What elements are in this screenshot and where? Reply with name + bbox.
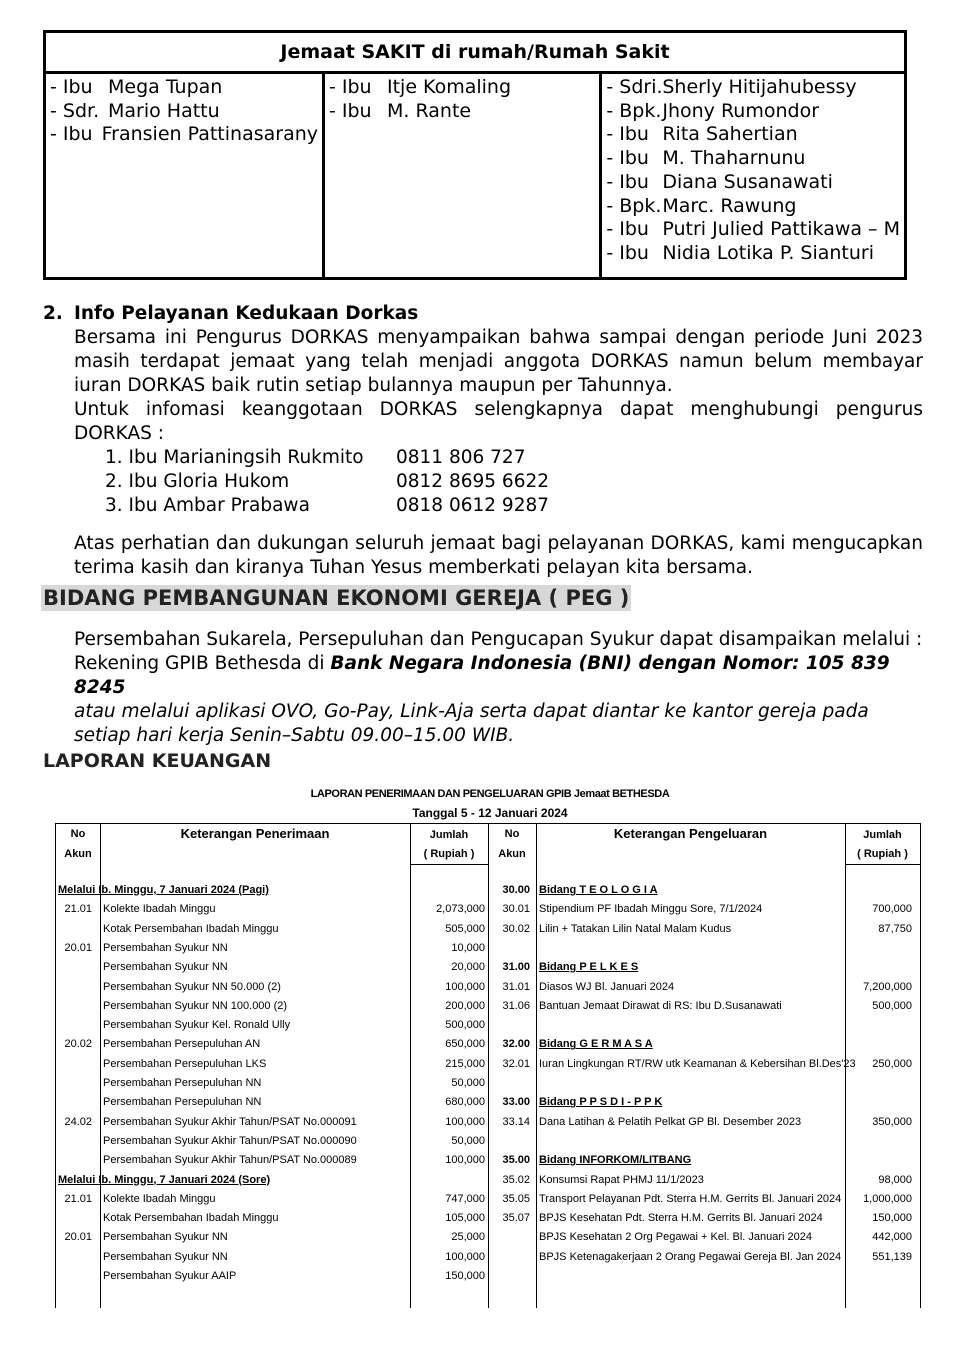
income-description: Persembahan Syukur NN	[103, 1231, 228, 1244]
income-description: Persembahan Persepuluhan AN	[103, 1038, 261, 1051]
member-title: - Sdri.	[606, 76, 663, 98]
income-amount: 680,000	[445, 1096, 485, 1109]
member-title: - Bpk.	[606, 99, 662, 122]
member-name: Putri Julied Pattikawa – M	[662, 218, 900, 241]
laporan-title: LAPORAN KEUANGAN	[43, 750, 272, 772]
income-amount: 50,000	[451, 1077, 485, 1089]
expense-section-header: Bidang P E L K E S	[539, 961, 639, 974]
contact-item	[105, 494, 923, 518]
header-akun: Akun	[64, 848, 92, 860]
dorkas-paragraph-1: Bersama ini Pengurus DORKAS menyampaikan bahwa sampai dengan periode Juni 2023 masih terdapat jemaat yang telah menjadi anggota DORKAS namun belum membayar iuran DORKAS baik rutin setiap bulannya maupun per Tahunnya.	[74, 327, 923, 396]
header-jumlah-out: Jumlah	[863, 829, 902, 841]
expense-account-code: 30.00	[502, 884, 530, 896]
expense-amount: 1,000,000	[863, 1192, 912, 1205]
income-amount: 505,000	[445, 922, 485, 935]
expense-description: Stipendium PF Ibadah Minggu Sore, 7/1/2024	[539, 903, 763, 916]
income-amount: 100,000	[445, 980, 485, 993]
income-description: Persembahan Syukur Akhir Tahun/PSAT No.000089	[103, 1154, 357, 1167]
member-name: Marc. Rawung	[662, 194, 797, 217]
dorkas-heading-text: Info Pelayanan Kedukaan Dorkas	[74, 303, 419, 324]
expense-account-code: 32.00	[502, 1038, 530, 1051]
income-amount: 215,000	[445, 1057, 485, 1070]
income-amount: 100,000	[445, 1115, 485, 1128]
contact-phone: 0812 8695 6622	[396, 471, 550, 492]
expense-amount: 150,000	[872, 1212, 912, 1225]
income-account-code: 24.02	[64, 1115, 92, 1128]
sick-column-2	[322, 74, 599, 277]
income-description: Persembahan Syukur AAIP	[103, 1270, 237, 1282]
income-amount: 10,000	[451, 941, 485, 954]
expense-description: Konsumsi Rapat PHMJ 11/1/2023	[539, 1173, 704, 1186]
dorkas-paragraph-2: Untuk infomasi keanggotaan DORKAS selengkapnya dapat menghubungi pengurus DORKAS :	[74, 399, 923, 444]
sick-member	[606, 76, 900, 100]
expense-section-header: Bidang INFORKOM/LITBANG	[539, 1154, 692, 1167]
member-title: - Sdr.	[50, 99, 100, 122]
member-title: - Ibu	[329, 99, 372, 122]
income-amount: 20,000	[451, 961, 485, 974]
income-description: Persembahan Syukur NN	[103, 1250, 228, 1263]
income-account-code: 20.02	[64, 1038, 92, 1051]
expense-amount: 442,000	[872, 1231, 912, 1244]
income-amount: 2,073,000	[436, 903, 485, 916]
member-title: - Ibu	[606, 170, 649, 193]
expense-account-code: 35.02	[502, 1173, 530, 1186]
sick-member	[606, 242, 900, 266]
income-description: Persembahan Syukur Akhir Tahun/PSAT No.000090	[103, 1134, 357, 1147]
member-title: - Bpk.	[606, 194, 662, 217]
expense-section-header: Bidang T E O L O G I A	[539, 884, 658, 896]
member-title: - Ibu	[606, 241, 649, 264]
header-rupiah-out: ( Rupiah )	[857, 848, 908, 860]
member-name: Diana Susanawati	[662, 170, 833, 193]
expense-account-code: 31.00	[502, 961, 530, 974]
sick-member	[606, 218, 900, 242]
expense-account-code: 30.01	[502, 903, 530, 916]
member-name: M. Thaharnunu	[662, 147, 806, 170]
expense-amount: 500,000	[872, 999, 912, 1012]
member-title: - Ibu	[329, 76, 372, 98]
income-amount: 25,000	[451, 1231, 485, 1244]
member-name: M. Rante	[387, 99, 472, 122]
contact-phone: 0818 0612 9287	[396, 495, 550, 516]
peg-line-3: atau melalui aplikasi OVO, Go-Pay, Link-Aja serta dapat diantar ke kantor gereja pada setiap hari kerja Senin–Sabtu 09.00–15.00 WIB.	[74, 701, 869, 746]
income-description: Persembahan Persepuluhan NN	[103, 1096, 262, 1109]
header-jumlah-in: Jumlah	[429, 829, 469, 841]
sick-member	[50, 123, 318, 147]
member-name: Mega Tupan	[108, 76, 223, 98]
contact-item	[105, 446, 923, 470]
income-amount: 500,000	[445, 1019, 485, 1032]
sick-member	[606, 147, 900, 171]
income-description: Persembahan Syukur NN	[103, 941, 228, 954]
member-name: Mario Hattu	[108, 99, 220, 122]
expense-description: Lilin + Tatakan Lilin Natal Malam Kudus	[539, 922, 732, 935]
expense-description: Diasos WJ Bl. Januari 2024	[539, 980, 675, 993]
contact-name: 3. Ibu Ambar Prabawa	[105, 495, 310, 516]
expense-account-code: 33.14	[502, 1115, 530, 1128]
sick-member	[50, 76, 318, 100]
income-section-header: Melalui Ib. Minggu, 7 Januari 2024 (Pagi)	[58, 884, 269, 896]
expense-account-code: 31.06	[502, 999, 530, 1012]
income-description: Kotak Persembahan Ibadah Minggu	[103, 922, 279, 935]
income-description: Persembahan Syukur Kel. Ronald Ully	[103, 1019, 291, 1032]
income-description: Persembahan Persepuluhan LKS	[103, 1057, 267, 1070]
dorkas-contacts	[105, 446, 923, 518]
income-description: Persembahan Syukur NN	[103, 961, 228, 974]
income-description: Kolekte Ibadah Minggu	[103, 1192, 216, 1205]
expense-amount: 87,750	[878, 922, 912, 935]
expense-amount: 551,139	[872, 1250, 912, 1263]
expense-account-code: 35.05	[502, 1192, 530, 1205]
expense-account-code: 35.00	[502, 1154, 530, 1167]
expense-account-code: 32.01	[502, 1057, 530, 1070]
expense-description: Bantuan Jemaat Dirawat di RS: Ibu D.Susanawati	[539, 999, 782, 1012]
income-description: Persembahan Persepuluhan NN	[103, 1077, 262, 1089]
expense-amount: 350,000	[872, 1115, 912, 1128]
contact-name: 1. Ibu Marianingsih Rukmito	[105, 447, 364, 468]
expense-section-header: Bidang G E R M A S A	[539, 1038, 653, 1051]
finance-table	[55, 823, 921, 1308]
expense-description: BPJS Kesehatan Pdt. Sterra H.M. Gerrits Bl. Januari 2024	[539, 1212, 823, 1225]
member-name: Fransien Pattinasarany	[101, 123, 318, 146]
header-keterangan-pengeluaran: Keterangan Pengeluaran	[613, 826, 768, 841]
expense-account-code: 35.07	[502, 1212, 530, 1225]
member-name: Sherly Hitijahubessy	[662, 76, 857, 98]
income-amount: 747,000	[445, 1192, 485, 1205]
dorkas-heading	[43, 302, 923, 326]
bank-account: Bank Negara Indonesia (BNI) dengan Nomor: 105 839 8245	[74, 653, 890, 698]
income-amount: 100,000	[445, 1250, 485, 1263]
income-amount: 50,000	[451, 1134, 485, 1147]
expense-section-header: Bidang P P S D I - P P K	[539, 1096, 663, 1109]
section-number: 2.	[43, 303, 63, 324]
sick-column-3	[599, 74, 904, 277]
peg-line-2	[74, 652, 924, 700]
member-title: - Ibu	[606, 123, 649, 146]
income-description: Persembahan Syukur NN 100.000 (2)	[103, 999, 288, 1012]
income-description: Persembahan Syukur Akhir Tahun/PSAT No.000091	[103, 1115, 357, 1128]
expense-account-code: 31.01	[502, 980, 530, 993]
expense-description: Dana Latihan & Pelatih Pelkat GP Bl. Desember 2023	[539, 1115, 802, 1128]
income-description: Kolekte Ibadah Minggu	[103, 903, 216, 916]
sick-column-1	[46, 74, 322, 277]
header-no-out: No	[504, 828, 520, 840]
sick-member	[50, 100, 318, 124]
expense-amount: 98,000	[878, 1173, 912, 1186]
report-date: Tanggal 5 - 12 Januari 2024	[412, 806, 568, 820]
header-keterangan-penerimaan: Keterangan Penerimaan	[180, 826, 330, 841]
income-account-code: 21.01	[64, 903, 92, 916]
expense-account-code: 30.02	[502, 922, 530, 935]
peg-line-2-prefix: Rekening GPIB Bethesda di	[74, 653, 331, 674]
sick-member	[329, 76, 595, 100]
member-title: - Ibu	[50, 76, 93, 98]
income-account-code: 20.01	[64, 941, 92, 954]
peg-title: BIDANG PEMBANGUNAN EKONOMI GEREJA ( PEG )	[43, 586, 630, 610]
contact-item	[105, 470, 923, 494]
expense-description: Iuran Lingkungan RT/RW utk Keamanan & Kebersihan Bl.Des'23	[539, 1057, 856, 1070]
expense-amount: 250,000	[872, 1057, 912, 1070]
sick-table-title: Jemaat SAKIT di rumah/Rumah Sakit	[46, 33, 904, 74]
contact-phone: 0811 806 727	[396, 447, 526, 468]
sick-member	[606, 100, 900, 124]
header-akun-out: Akun	[498, 848, 526, 860]
expense-description: Transport Pelayanan Pdt. Sterra H.M. Gerrits Bl. Januari 2024	[539, 1192, 842, 1205]
income-amount: 650,000	[445, 1038, 485, 1051]
income-section-header: Melalui Ib. Minggu, 7 Januari 2024 (Sore)	[58, 1173, 271, 1186]
peg-info	[74, 628, 924, 748]
sick-member	[329, 100, 595, 124]
header-rupiah-in: ( Rupiah )	[423, 848, 475, 860]
sick-member	[606, 123, 900, 147]
income-amount: 100,000	[445, 1154, 485, 1167]
dorkas-paragraph-3: Atas perhatian dan dukungan seluruh jemaat bagi pelayanan DORKAS, kami mengucapkan terima kasih dan kiranya Tuhan Yesus memberkati pelayan kita bersama.	[74, 533, 923, 578]
income-amount: 105,000	[445, 1212, 485, 1225]
income-account-code: 20.01	[64, 1231, 92, 1244]
expense-amount: 7,200,000	[863, 980, 912, 993]
peg-line-1: Persembahan Sukarela, Persepuluhan dan Pengucapan Syukur dapat disampaikan melalui :	[74, 629, 923, 650]
contact-name: 2. Ibu Gloria Hukom	[105, 471, 290, 492]
sick-members-table	[43, 30, 907, 280]
member-name: Nidia Lotika P. Sianturi	[662, 241, 875, 264]
header-no: No	[70, 828, 86, 840]
expense-description: BPJS Kesehatan 2 Org Pegawai + Kel. Bl. Januari 2024	[539, 1231, 813, 1244]
income-amount: 200,000	[445, 999, 485, 1012]
member-name: Rita Sahertian	[662, 123, 798, 146]
member-title: - Ibu	[606, 147, 649, 170]
member-name: Itje Komaling	[387, 76, 512, 98]
income-account-code: 21.01	[64, 1192, 92, 1205]
expense-account-code: 33.00	[502, 1096, 530, 1109]
member-title: - Ibu	[50, 123, 93, 146]
expense-description: BPJS Ketenagakerjaan 2 Orang Pegawai Gereja Bl. Jan 2024	[539, 1250, 842, 1263]
income-amount: 150,000	[445, 1270, 485, 1282]
income-description: Persembahan Syukur NN 50.000 (2)	[103, 980, 281, 993]
member-title: - Ibu	[606, 218, 649, 241]
expense-amount: 700,000	[872, 903, 912, 916]
member-name: Jhony Rumondor	[662, 99, 820, 122]
income-description: Kotak Persembahan Ibadah Minggu	[103, 1212, 279, 1225]
report-title: LAPORAN PENERIMAAN DAN PENGELUARAN GPIB Jemaat BETHESDA	[310, 788, 670, 800]
sick-member	[606, 171, 900, 195]
dorkas-section	[43, 302, 923, 580]
sick-member	[606, 195, 900, 219]
